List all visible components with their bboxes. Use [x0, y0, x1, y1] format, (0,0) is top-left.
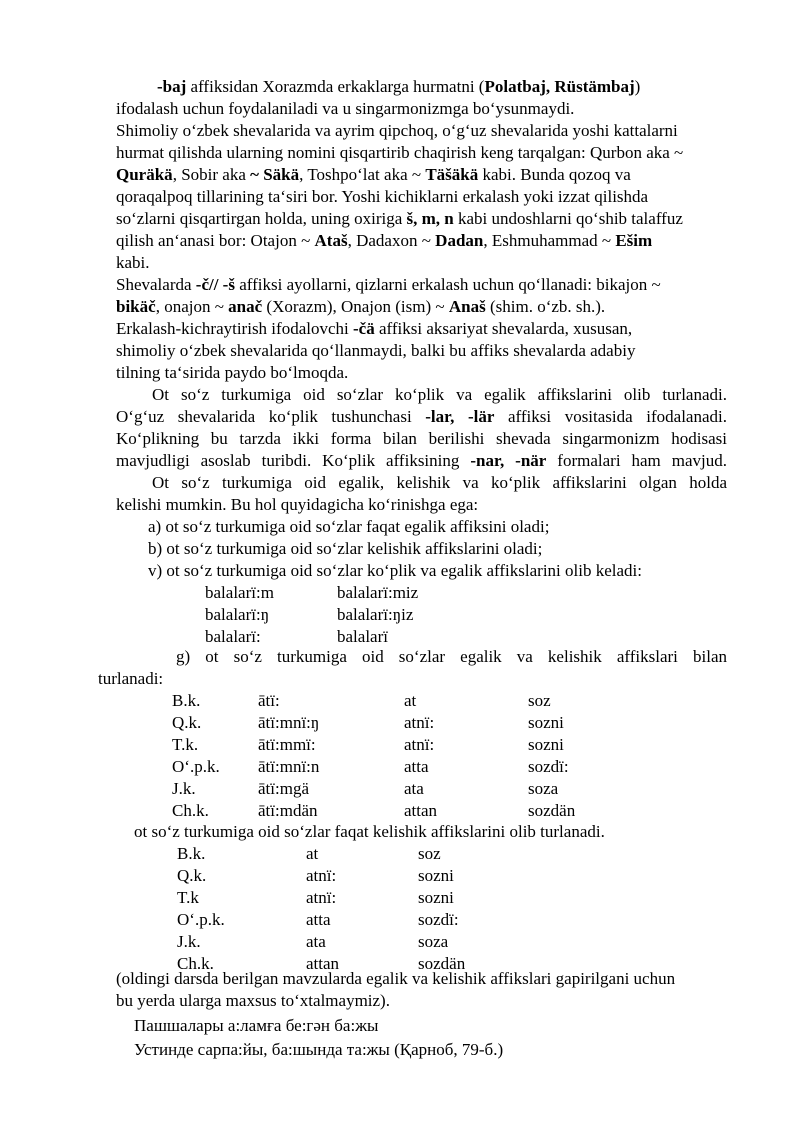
- text-line: [116, 495, 478, 515]
- text-line: [148, 561, 642, 581]
- text-run: ifodalash uchun foydalaniladi va u singarmonizmga bo‘ysunmaydi.: [116, 99, 575, 118]
- case-table-cell: sozdï:: [418, 910, 459, 929]
- text-line: [116, 407, 727, 427]
- bold-term: -č// -š: [195, 275, 235, 294]
- declension-table-cell: at: [404, 691, 417, 710]
- text-line: [116, 451, 727, 471]
- bold-term: Polatbaj, Rüstämbaj: [484, 77, 635, 96]
- declension-table-cell: soza: [528, 779, 559, 798]
- declension-table-cell: ātï:mdän: [258, 801, 318, 820]
- declension-table-cell: ātï:mnï:n: [258, 757, 320, 776]
- bold-term: Täšäkä: [425, 165, 479, 184]
- declension-table-cell: atnï:: [404, 735, 435, 754]
- text-line: [116, 429, 727, 449]
- declension-table-cell: sozni: [528, 735, 564, 754]
- bold-term: Ešim: [615, 231, 653, 250]
- case-table-cell: sozdän: [418, 954, 466, 973]
- text-run: Erkalash-kichraytirish ifodalovchi: [116, 319, 353, 338]
- text-run: affiksi vositasida ifodalanadi.: [494, 407, 727, 426]
- case-table-cell: Ch.k.: [177, 954, 214, 973]
- bold-term: bikäč: [116, 297, 156, 316]
- declension-table-cell: sozni: [528, 713, 564, 732]
- text-run: v) ot so‘z turkumiga oid so‘zlar ko‘plik va egalik affikslarini olib keladi:: [148, 561, 642, 580]
- declension-table-cell: ātï:: [258, 691, 280, 710]
- declension-table-cell: atnï:: [404, 713, 435, 732]
- case-table-cell: sozni: [418, 866, 454, 885]
- declension-table-cell: ātï:mmï:: [258, 735, 316, 754]
- text-run: Ot so‘z turkumiga oid so‘zlar ko‘plik va egalik affikslarini olib turlanadi.: [152, 385, 727, 404]
- declension-table-cell: Q.k.: [172, 713, 202, 732]
- case-table-cell: soza: [418, 932, 449, 951]
- text-run: formalari ham mavjud.: [546, 451, 727, 470]
- text-run: turlanadi:: [98, 669, 164, 688]
- case-table-cell: attan: [306, 954, 340, 973]
- text-run: Пашшалары а:ламға бе:гән ба:жы: [134, 1016, 379, 1035]
- bold-term: Anaš: [448, 297, 486, 316]
- text-run: , Toshpo‘lat aka ~: [299, 165, 426, 184]
- text-run: (shim. o‘zb. sh.).: [485, 297, 606, 316]
- bold-term: Dadan: [435, 231, 484, 250]
- text-run: a) ot so‘z turkumiga oid so‘zlar faqat egalik affiksini oladi;: [148, 517, 550, 536]
- text-run: b) ot so‘z turkumiga oid so‘zlar kelishik affikslarini oladi;: [148, 539, 543, 558]
- text-run: qoraqalpoq tillarining ta‘siri bor. Yoshi kichiklarni erkalash yoki izzat qilishda: [116, 187, 649, 206]
- text-line: [116, 187, 648, 207]
- bold-term: -lar, -lär: [425, 407, 495, 426]
- text-line: [98, 669, 163, 689]
- text-run: qilish an‘anasi bor: Otajon ~: [116, 231, 315, 250]
- declension-table-cell: Ch.k.: [172, 801, 209, 820]
- text-run: kabi. Bunda qozoq va: [478, 165, 631, 184]
- text-run: Ko‘plikning bu tarzda ikki forma bilan berilishi shevada singarmonizm hodisasi: [116, 429, 727, 448]
- bold-term: Quräkä: [116, 165, 173, 184]
- declension-table-cell: ātï:mgä: [258, 779, 309, 798]
- text-run: Shimoliy o‘zbek shevalarida va ayrim qipchoq, o‘g‘uz shevalarida yoshi kattalarni: [116, 121, 678, 140]
- text-run: mavjudligi asoslab turibdi. Ko‘plik affiksining: [116, 451, 471, 470]
- text-line: [116, 143, 683, 163]
- declension-table-cell: attan: [404, 801, 438, 820]
- plural-possessive-table-cell: balalarï: [337, 627, 388, 646]
- text-line: [116, 319, 632, 339]
- declension-table-cell: soz: [528, 691, 551, 710]
- text-run: kabi.: [116, 253, 150, 272]
- text-run: , Dadaxon ~: [347, 231, 436, 250]
- text-run: Ot so‘z turkumiga oid egalik, kelishik va ko‘plik affikslarini olgan holda: [152, 473, 727, 492]
- text-line: [134, 1016, 378, 1036]
- case-table-cell: at: [306, 844, 319, 863]
- text-run: g) ot so‘z turkumiga oid so‘zlar egalik va kelishik affikslari bilan: [176, 647, 727, 666]
- text-run: affiksi aksariyat shevalarda, xususan,: [374, 319, 633, 338]
- text-run: , Eshmuhammad ~: [483, 231, 616, 250]
- text-line: [116, 991, 390, 1011]
- text-line: [116, 165, 631, 185]
- text-run: Shevalarda: [116, 275, 196, 294]
- bold-term: -nar, -när: [470, 451, 547, 470]
- plural-possessive-table-cell: balalarï:ŋiz: [337, 605, 414, 624]
- text-line: [116, 209, 683, 229]
- bold-term: Ataš: [314, 231, 348, 250]
- text-run: affiksi ayollarni, qizlarni erkalash uchun qo‘llanadi: bikajon ~: [234, 275, 661, 294]
- declension-table-cell: T.k.: [172, 735, 199, 754]
- text-run: (oldingi darsda berilgan mavzularda egalik va kelishik affikslari gapirilgani uchun: [116, 969, 676, 988]
- text-run: hurmat qilishda ularning nomini qisqartirib chaqirish keng tarqalgan: Qurbon aka ~: [116, 143, 684, 162]
- plural-possessive-table-cell: balalarï:: [205, 627, 261, 646]
- declension-table-cell: ātï:mnï:ŋ: [258, 713, 320, 732]
- declension-table-cell: O‘.p.k.: [172, 757, 220, 776]
- text-run: so‘zlarni qisqartirgan holda, uning oxiriga: [116, 209, 407, 228]
- bold-term: anač: [228, 297, 263, 316]
- text-run: bu yerda ularga maxsus to‘xtalmaymiz).: [116, 991, 390, 1010]
- case-table-cell: T.k: [177, 888, 199, 907]
- text-line: [116, 341, 635, 361]
- case-table-cell: B.k.: [177, 844, 206, 863]
- case-table-cell: O‘.p.k.: [177, 910, 225, 929]
- text-line: [116, 99, 574, 119]
- text-run: , Sobir aka: [172, 165, 251, 184]
- bold-term: -baj: [157, 77, 187, 96]
- text-run: ): [634, 77, 641, 96]
- text-line: [116, 231, 652, 251]
- text-line: [152, 385, 727, 405]
- case-table-cell: atnï:: [306, 866, 337, 885]
- text-line: [116, 297, 605, 317]
- text-run: affiksidan Xorazmda erkaklarga hurmatni (: [186, 77, 485, 96]
- case-table-cell: sozni: [418, 888, 454, 907]
- bold-term: š, m, n: [406, 209, 454, 228]
- text-run: (Xorazm), Onajon (ism) ~: [262, 297, 449, 316]
- plural-possessive-table-cell: balalarï:m: [205, 583, 274, 602]
- text-run: ot so‘z turkumiga oid so‘zlar faqat kelishik affikslarini olib turlanadi.: [134, 822, 605, 841]
- case-table-cell: atta: [306, 910, 331, 929]
- case-table-cell: Q.k.: [177, 866, 207, 885]
- text-line: [116, 363, 348, 383]
- text-line: [148, 517, 549, 537]
- declension-table-cell: atta: [404, 757, 429, 776]
- plural-possessive-table-cell: balalarï:miz: [337, 583, 419, 602]
- plural-possessive-table-cell: balalarï:ŋ: [205, 605, 270, 624]
- text-line: [134, 1040, 503, 1060]
- text-run: Устинде сарпа:йы, ба:шында та:жы (Қарноб, 79-б.): [134, 1040, 504, 1059]
- text-run: kabi undoshlarni qo‘shib talaffuz: [453, 209, 683, 228]
- case-table-cell: atnï:: [306, 888, 337, 907]
- text-run: shimoliy o‘zbek shevalarida qo‘llanmaydi, balki bu affiks shevalarda adabiy: [116, 341, 636, 360]
- text-line: [176, 647, 727, 667]
- declension-table-cell: J.k.: [172, 779, 196, 798]
- declension-table-cell: sozdän: [528, 801, 576, 820]
- case-table-cell: ata: [306, 932, 326, 951]
- text-run: O‘g‘uz shevalarida ko‘plik tushunchasi: [116, 407, 426, 426]
- text-run: tilning ta‘sirida paydo bo‘lmoqda.: [116, 363, 349, 382]
- text-line: [148, 539, 542, 559]
- text-line: [157, 77, 640, 97]
- declension-table-cell: ata: [404, 779, 424, 798]
- declension-table-cell: B.k.: [172, 691, 201, 710]
- text-line: [116, 275, 661, 295]
- declension-table-cell: sozdï:: [528, 757, 569, 776]
- text-line: [152, 473, 727, 493]
- bold-term: ~ Säkä: [250, 165, 300, 184]
- text-line: [116, 253, 150, 273]
- text-line: [116, 121, 678, 141]
- bold-term: -čä: [352, 319, 375, 338]
- case-table-cell: J.k.: [177, 932, 201, 951]
- text-run: kelishi mumkin. Bu hol quyidagicha ko‘rinishga ega:: [116, 495, 479, 514]
- text-run: , onajon ~: [155, 297, 229, 316]
- text-line: [134, 822, 605, 842]
- case-table-cell: soz: [418, 844, 441, 863]
